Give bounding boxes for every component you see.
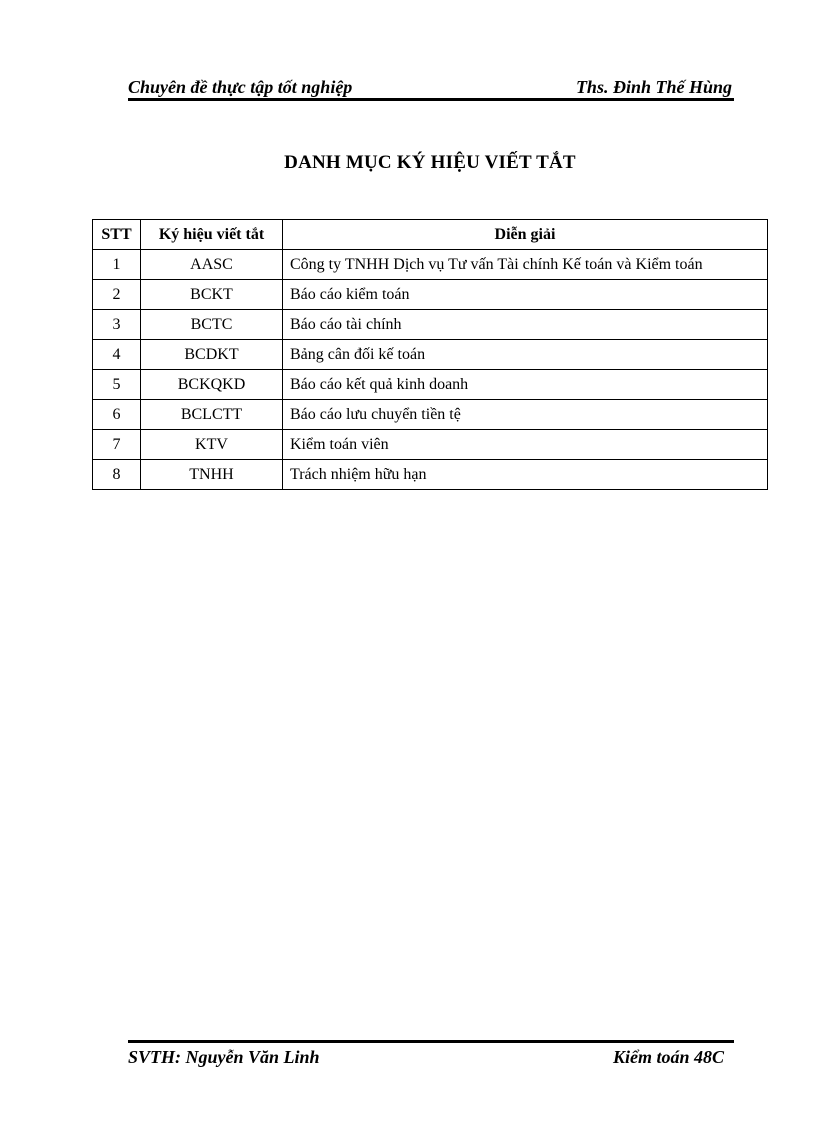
column-header-stt: STT <box>93 220 141 250</box>
cell-description: Công ty TNHH Dịch vụ Tư vấn Tài chính Kế toán và Kiểm toán <box>283 250 768 280</box>
table-row <box>93 280 768 310</box>
footer-class: Kiểm toán 48C <box>612 1047 724 1067</box>
abbreviation-table <box>92 219 768 490</box>
cell-stt: 1 <box>93 250 141 280</box>
table-row <box>93 370 768 400</box>
cell-description: Báo cáo kiểm toán <box>283 280 768 310</box>
table-row <box>93 250 768 280</box>
cell-abbreviation: TNHH <box>141 460 283 490</box>
cell-description: Báo cáo lưu chuyển tiền tệ <box>283 400 768 430</box>
footer-divider <box>128 1040 734 1043</box>
cell-description: Báo cáo kết quả kinh doanh <box>283 370 768 400</box>
header-supervisor: Ths. Đinh Thế Hùng <box>575 77 732 97</box>
cell-abbreviation: BCKT <box>141 280 283 310</box>
cell-abbreviation: BCKQKD <box>141 370 283 400</box>
table-row <box>93 340 768 370</box>
column-header-abbreviation: Ký hiệu viết tắt <box>141 220 283 250</box>
cell-stt: 4 <box>93 340 141 370</box>
page-footer <box>128 1045 734 1069</box>
cell-description: Kiểm toán viên <box>283 430 768 460</box>
page-header <box>128 76 734 98</box>
table-row <box>93 310 768 340</box>
cell-stt: 5 <box>93 370 141 400</box>
cell-description: Trách nhiệm hữu hạn <box>283 460 768 490</box>
cell-stt: 6 <box>93 400 141 430</box>
table-row <box>93 460 768 490</box>
cell-abbreviation: AASC <box>141 250 283 280</box>
cell-abbreviation: BCDKT <box>141 340 283 370</box>
header-divider <box>128 98 734 101</box>
table-row <box>93 400 768 430</box>
cell-stt: 2 <box>93 280 141 310</box>
cell-stt: 8 <box>93 460 141 490</box>
column-header-description: Diễn giải <box>283 220 768 250</box>
cell-stt: 3 <box>93 310 141 340</box>
footer-student: SVTH: Nguyễn Văn Linh <box>128 1047 320 1067</box>
cell-abbreviation: BCLCTT <box>141 400 283 430</box>
cell-abbreviation: BCTC <box>141 310 283 340</box>
table-header-row <box>93 220 768 250</box>
cell-stt: 7 <box>93 430 141 460</box>
cell-description: Báo cáo tài chính <box>283 310 768 340</box>
table-row <box>93 430 768 460</box>
cell-description: Bảng cân đối kế toán <box>283 340 768 370</box>
header-document-type: Chuyên đề thực tập tốt nghiệp <box>128 77 353 97</box>
cell-abbreviation: KTV <box>141 430 283 460</box>
page-title: DANH MỤC KÝ HIỆU VIẾT TẮT <box>284 152 576 173</box>
